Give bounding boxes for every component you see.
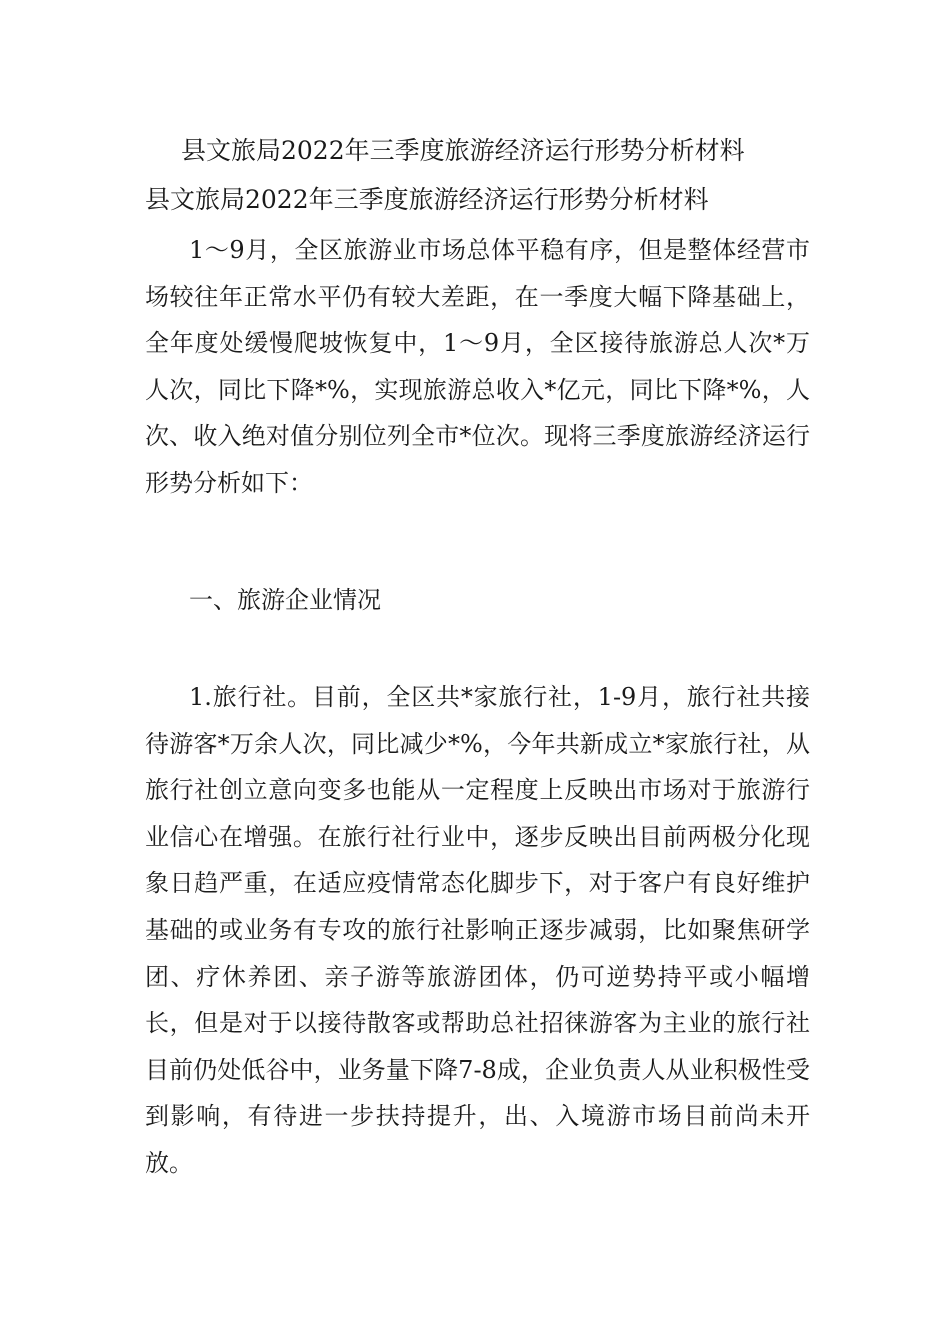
document-title: 县文旅局2022年三季度旅游经济运行形势分析材料 — [181, 136, 745, 165]
travel-agency-paragraph: 1.旅行社。目前，全区共*家旅行社，1-9月，旅行社共接待游客*万余人次，同比减少*%，今年共新成立*家旅行社，从旅行社创立意向变多也能从一定程度上反映出市场对于旅游行业信心在增强。在旅行社行业中，逐步反映出目前两极分化现象日趋严重，在适应疫情常态化脚步下，对于客户有良好维护基础的或业务有专攻的旅行社影响正逐步减弱，比如聚焦研学团、疗休养团、亲子游等旅游团体，仍可逆势持平或小幅增长，但是对于以接待散客或帮助总社招徕游客为主业的旅行社目前仍处低谷中，业务量下降7-8成，企业负责人从业积极性受到影响，有待进一步扶持提升，出、入境游市场目前尚未开放。 — [145, 683, 810, 1177]
section-heading-tourism-enterprises: 一、旅游企业情况 — [189, 586, 381, 614]
intro-paragraph: 1～9月，全区旅游业市场总体平稳有序，但是整体经营市场较往年正常水平仍有较大差距，在一季度大幅下降基础上，全年度处缓慢爬坡恢复中，1～9月，全区接待旅游总人次*万人次，同比下降*%，实现旅游总收入*亿元，同比下降*%，人次、收入绝对值分别位列全市*位次。现将三季度旅游经济运行形势分析如下： — [145, 236, 810, 497]
document-title-repeat: 县文旅局2022年三季度旅游经济运行形势分析材料 — [145, 185, 709, 214]
